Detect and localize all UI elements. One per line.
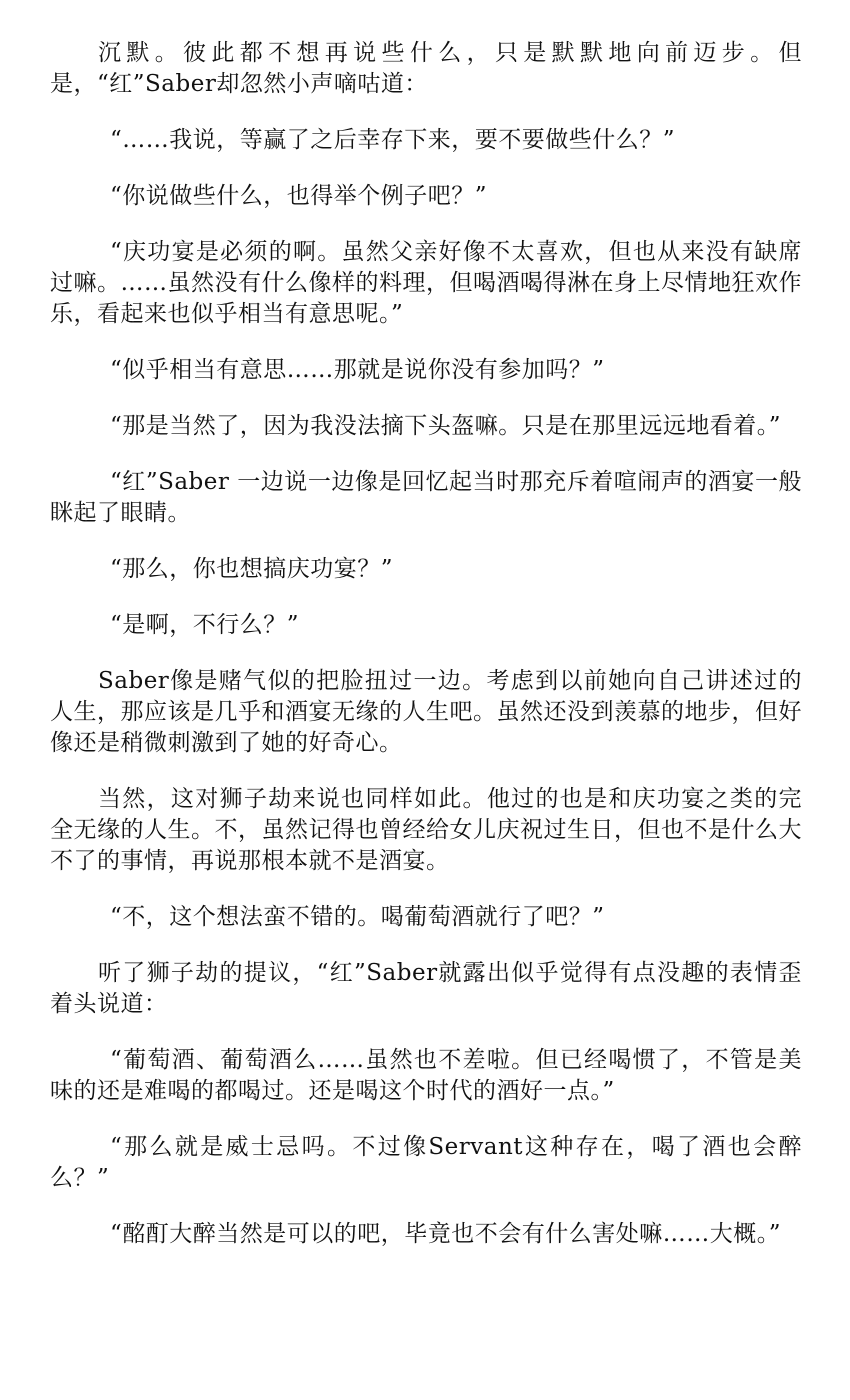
- dialogue-paragraph: “葡萄酒、葡萄酒么……虽然也不差啦。但已经喝惯了，不管是美味的还是难喝的都喝过。还是喝这个时代的酒好一点。”: [50, 1047, 802, 1104]
- dialogue-paragraph: “那么，你也想搞庆功宴？”: [110, 556, 394, 582]
- document-page: [50, 38, 802, 1275]
- dialogue-paragraph: “不，这个想法蛮不错的。喝葡萄酒就行了吧？”: [110, 904, 605, 930]
- paragraph: Saber像是赌气似的把脸扭过一边。考虑到以前她向自己讲述过的人生，那应该是几乎和酒宴无缘的人生吧。虽然还没到羡慕的地步，但好像还是稍微刺激到了她的好奇心。: [50, 668, 802, 756]
- dialogue-paragraph: “似乎相当有意思……那就是说你没有参加吗？”: [110, 357, 605, 383]
- dialogue-paragraph: “红”Saber 一边说一边像是回忆起当时那充斥着喧闹声的酒宴一般眯起了眼睛。: [50, 469, 802, 526]
- paragraph: 沉默。彼此都不想再说些什么，只是默默地向前迈步。但是，“红”Saber却忽然小声嘀咕道：: [50, 40, 802, 97]
- dialogue-paragraph: “那是当然了，因为我没法摘下头盔嘛。只是在那里远远地看着。”: [110, 413, 782, 439]
- dialogue-paragraph: “那么就是威士忌吗。不过像Servant这种存在，喝了酒也会醉么？”: [50, 1134, 802, 1191]
- dialogue-paragraph: “……我说，等赢了之后幸存下来，要不要做些什么？”: [110, 127, 676, 153]
- dialogue-paragraph: “庆功宴是必须的啊。虽然父亲好像不太喜欢，但也从来没有缺席过嘛。……虽然没有什么像样的料理，但喝酒喝得淋在身上尽情地狂欢作乐，看起来也似乎相当有意思呢。”: [50, 239, 802, 327]
- dialogue-paragraph: “是啊，不行么？”: [110, 612, 300, 638]
- paragraph: 当然，这对狮子劫来说也同样如此。他过的也是和庆功宴之类的完全无缘的人生。不，虽然记得也曾经给女儿庆祝过生日，但也不是什么大不了的事情，再说那根本就不是酒宴。: [50, 786, 802, 874]
- paragraph: 听了狮子劫的提议，“红”Saber就露出似乎觉得有点没趣的表情歪着头说道：: [50, 960, 802, 1017]
- dialogue-paragraph: “你说做些什么，也得举个例子吧？”: [110, 183, 488, 209]
- dialogue-paragraph: “酩酊大醉当然是可以的吧，毕竟也不会有什么害处嘛……大概。”: [110, 1221, 782, 1247]
